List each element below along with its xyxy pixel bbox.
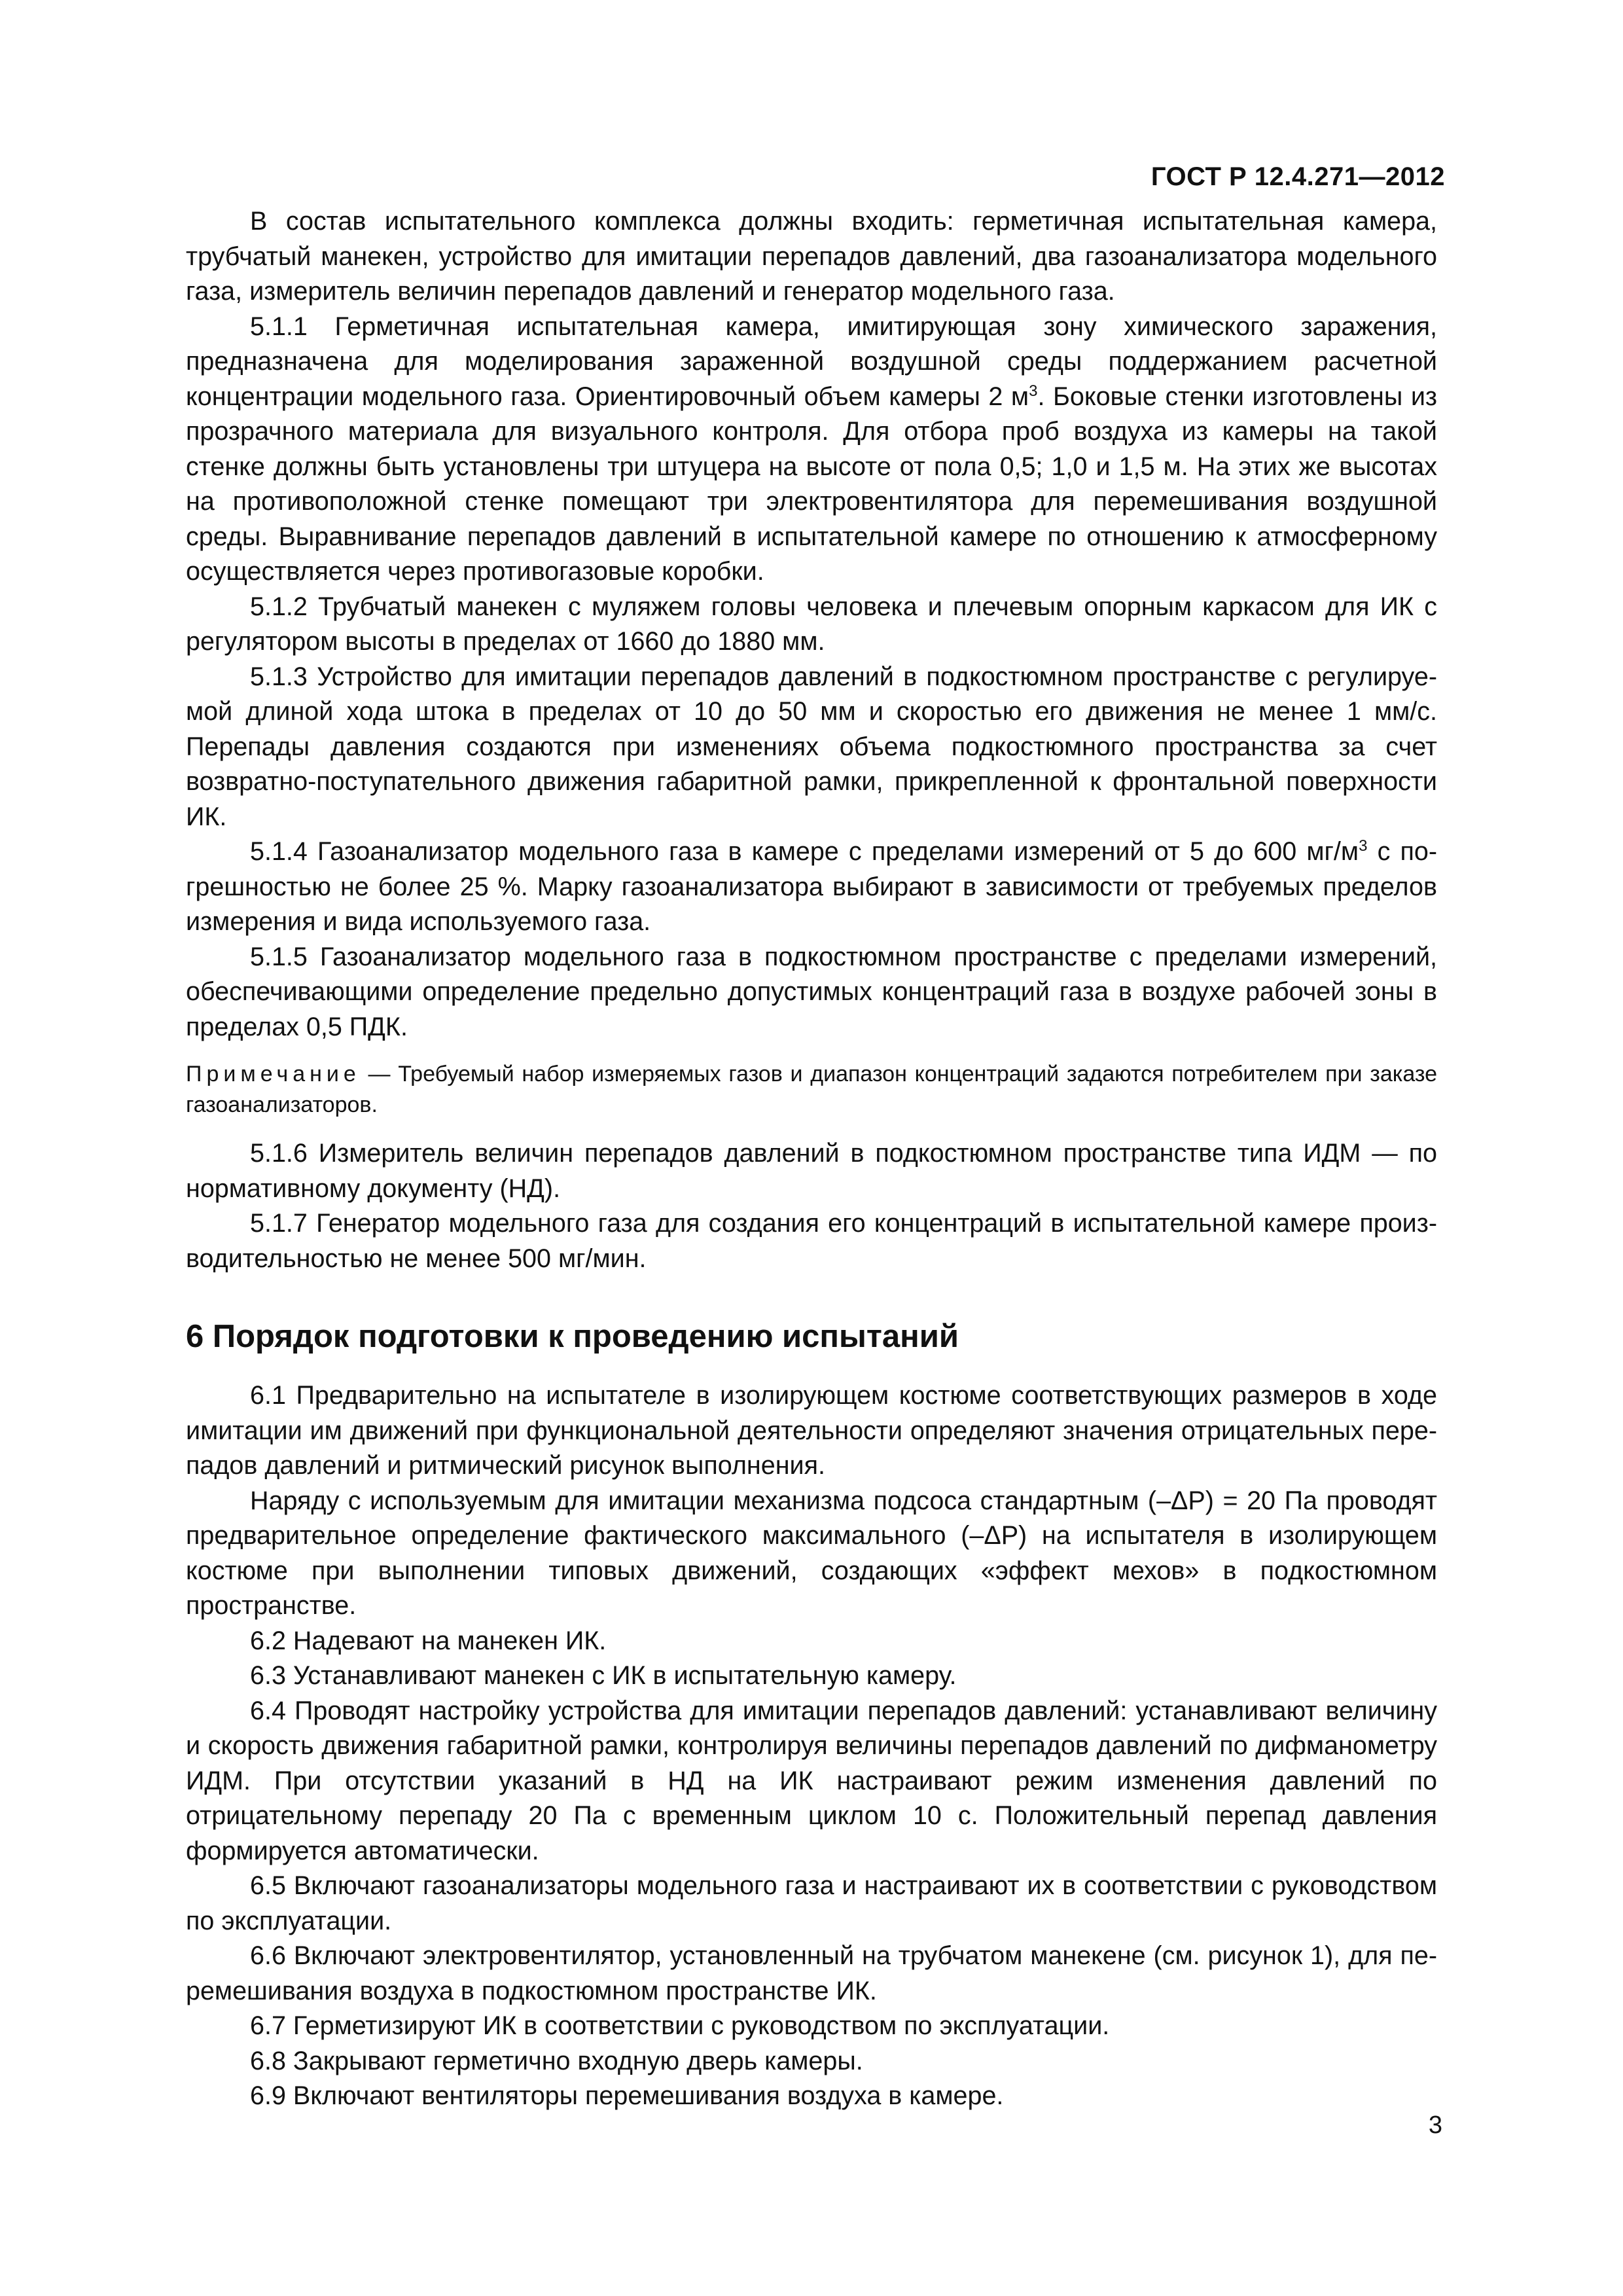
note: [186, 1059, 1437, 1121]
superscript-cubic: 3: [1029, 382, 1038, 400]
page-number: 3: [1428, 2111, 1442, 2139]
paragraph-6-2: 6.2 Надевают на манекен ИК.: [250, 1626, 607, 1655]
paragraph-5-1-6: 5.1.6 Измеритель величин перепадов давлений в подкостюмном пространстве типа ИДМ — по нормативному документу (НД).: [186, 1139, 1437, 1203]
paragraph-5-1-4: [186, 834, 1437, 940]
paragraph-6-8: 6.8 Закрывают герметично входную дверь камеры.: [250, 2046, 863, 2075]
paragraph-6-1-continued: Наряду с используемым для имитации механизма подсоса стандартным (–ΔР) = 20 Па проводят предварительное определение фактического максимального (–ΔР) на испытателя в изолирующем костюме при выполнении типовых движений, создающих «эффект мехов» в подкостюмном пространстве.: [186, 1486, 1437, 1620]
paragraph-6-7: 6.7 Герметизируют ИК в соответствии с руководством по эксплуатации.: [250, 2011, 1110, 2040]
paragraph-intro: В состав испытательного комплекса должны входить: герметичная испытательная камера, трубчатый манекен, устройство для имитации перепадов давлений, два газоанализатора модельного газа, измеритель величин перепадов давлений и генератор модельного газа.: [186, 207, 1437, 306]
section-6-heading: 6 Порядок подготовки к проведению испытаний: [186, 1319, 959, 1354]
note-label: Примечание: [186, 1062, 361, 1086]
paragraph-6-4: 6.4 Проводят настройку устройства для имитации перепадов давлений: устанавливают величину и скорость движения габаритной рамки, контролируя величины перепадов давлений по дифманометру ИДМ. При отсутствии указаний в НД на ИК настраивают режим изменения давлений по отрицательному перепаду 20 Па с временным циклом 10 с. Положительный перепад давления формируется автоматически.: [186, 1696, 1437, 1865]
paragraph-5-1-1-part-a: 5.1.1 Герметичная испытательная камера, имитирующая зону химического заражения, предназначена для моделирования зараженной воздушной среды поддержанием расчетной концентрации модельного газа. Ориентировочный объем камеры 2 м: [186, 312, 1437, 411]
document-code-header: ГОСТ Р 12.4.271—2012: [1150, 162, 1445, 191]
paragraph-5-1-2: 5.1.2 Трубчатый манекен с муляжем головы человека и плечевым опорным каркасом для ИК с регулятором высоты в пределах от 1660 до 1880 мм.: [186, 592, 1437, 656]
paragraph-5-1-4-part-a: 5.1.4 Газоанализатор модельного газа в камере с пределами измерений от 5 до 600 мг/м: [250, 837, 1359, 866]
paragraph-5-1-7: 5.1.7 Генератор модельного газа для создания его концентраций в испытательной камере производительностью не менее 500 мг/мин.: [186, 1209, 1437, 1273]
superscript-cubic: 3: [1359, 836, 1368, 855]
paragraph-6-9: 6.9 Включают вентиляторы перемешивания воздуха в камере.: [250, 2081, 1004, 2110]
document-body: [186, 204, 1437, 2114]
paragraph-6-3: 6.3 Устанавливают манекен с ИК в испытательную камеру.: [250, 1661, 957, 1690]
paragraph-5-1-4-part-b: с погрешностью не более 25 %. Марку газоанализатора выбирают в зависимости от требуемых пределов измерения и вида используемого газа.: [186, 837, 1438, 936]
paragraph-6-5: 6.5 Включают газоанализаторы модельного газа и настраивают их в соответствии с руководством по эксплуатации.: [186, 1871, 1437, 1935]
paragraph-5-1-1: [186, 310, 1437, 590]
paragraph-6-1: 6.1 Предварительно на испытателе в изолирующем костюме соответствующих размеров в ходе имитации им движений при функциональной деятельности определяют значения отрицательных перепадов давлений и ритмический рисунок выполнения.: [186, 1381, 1437, 1480]
paragraph-6-6: 6.6 Включают электровентилятор, установленный на трубчатом манекене (см. рисунок 1), для перемешивания воздуха в подкостюмном пространстве ИК.: [186, 1941, 1437, 2005]
note-text: — Требуемый набор измеряемых газов и диапазон концентраций задаются потребителем при заказе газоанализаторов.: [186, 1062, 1437, 1117]
paragraph-5-1-1-part-b: . Боковые стенки изготовлены из прозрачного материала для визуального контроля. Для отбора проб воздуха из камеры на такой стенке должны быть установлены три штуцера на высоте от пола 0,5; 1,0 и 1,5 м. На этих же высотах на противоположной стенке помещают три электровентилятора для перемешивания воздушной среды. Выравнивание перепадов давлений в испытательной камере по отношению к атмосферному осуществляется через противогазовые коробки.: [186, 382, 1437, 586]
paragraph-5-1-3: 5.1.3 Устройство для имитации перепадов давлений в подкостюмном пространстве с регулируемой длиной хода штока в пределах от 10 до 50 мм и скоростью его движения не менее 1 мм/с. Перепады давления создаются при изменениях объема подкостюмного пространства за счет возвратно-поступательного движения габаритной рамки, прикрепленной к фронтальной поверхности ИК.: [186, 662, 1437, 831]
paragraph-5-1-5: 5.1.5 Газоанализатор модельного газа в подкостюмном пространстве с пределами измерений, обеспечивающими определение предельно допустимых концентраций газа в воздухе рабочей зоны в пределах 0,5 ПДК.: [186, 942, 1437, 1041]
